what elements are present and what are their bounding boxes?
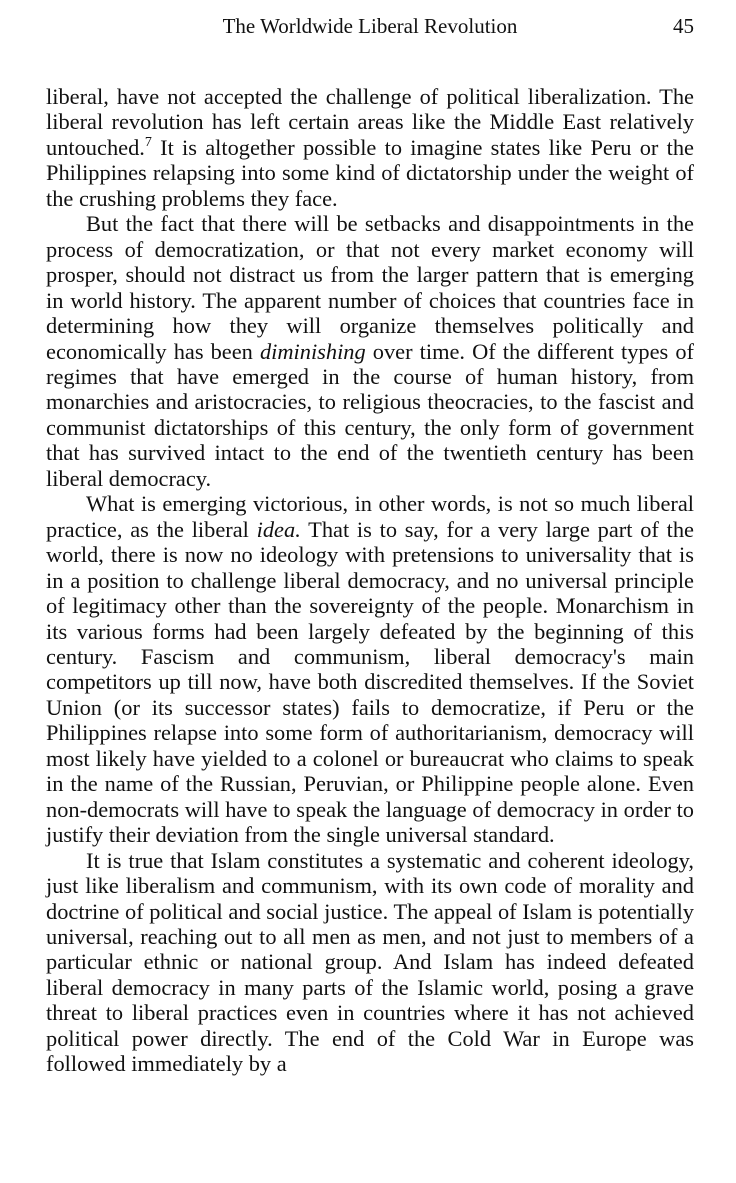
- paragraph-3-text-b: That is to say, for a very large part of the world, there is now no ideology with pretensions to universality that is in a position to challenge liberal democracy, and no universal principle of legitimacy other than the sovereignty of the people. Monarchism in its various forms had been largely defeated by the beginning of this century. Fascism and communism, liberal democracy's main competitors up till now, have both discredited themselves. If the Soviet Union (or its successor states) fails to democratize, if Peru or the Philippines relapse into some form of authoritarianism, democracy will most likely have yielded to a colonel or bureaucrat who claims to speak in the name of the Russian, Peruvian, or Philippine people alone. Even non-democrats will have to speak the language of democracy in order to justify their deviation from the single universal standard.: [46, 516, 694, 848]
- body-text: [46, 84, 694, 1077]
- paragraph-3-emphasis: idea.: [256, 516, 301, 542]
- paragraph-3: [46, 491, 694, 847]
- running-head: [46, 14, 694, 44]
- paragraph-4: [46, 848, 694, 1077]
- paragraph-2-text-b: over time. Of the different types of regimes that have emerged in the course of human history, from monarchies and aristocracies, to religious theocracies, to the fascist and communist dictatorships of this century, the only form of government that has survived intact to the end of the twentieth century has been liberal democracy.: [46, 338, 694, 491]
- paragraph-3-text-a: What is emerging victorious, in other words, is not so much liberal practice, as the liberal: [46, 491, 694, 542]
- paragraph-2-emphasis: diminishing: [259, 338, 366, 364]
- paragraph-4-text: It is true that Islam constitutes a systematic and coherent ideology, just like liberalism and communism, with its own code of morality and doctrine of political and social justice. The appeal of Islam is potentially universal, reaching out to all men as men, and not just to members of a particular ethnic or national group. And Islam has indeed defeated liberal democracy in many parts of the Islamic world, posing a grave threat to liberal practices even in countries where it has not achieved political power directly. The end of the Cold War in Europe was followed immediately by a: [46, 847, 694, 1077]
- paragraph-1-text-b: It is altogether possible to imagine states like Peru or the Philippines relapsing into some kind of dictatorship under the weight of the crushing problems they face.: [46, 134, 694, 211]
- running-title: The Worldwide Liberal Revolution: [222, 14, 518, 38]
- footnote-reference: 7: [144, 134, 152, 150]
- paragraph-1: [46, 84, 694, 211]
- paragraph-1-text-a: liberal, have not accepted the challenge of political liberalization. The liberal revolution has left certain areas like the Middle East relatively untouched.: [46, 84, 694, 160]
- paragraph-2-text-a: But the fact that there will be setbacks and disappointments in the process of democratization, or that not every market economy will prosper, should not distract us from the larger pattern that is emerging in world history. The apparent number of choices that countries face in determining how they will organize themselves politically and economically has been: [46, 211, 694, 364]
- paragraph-2: [46, 211, 694, 491]
- page-number: 45: [673, 14, 694, 38]
